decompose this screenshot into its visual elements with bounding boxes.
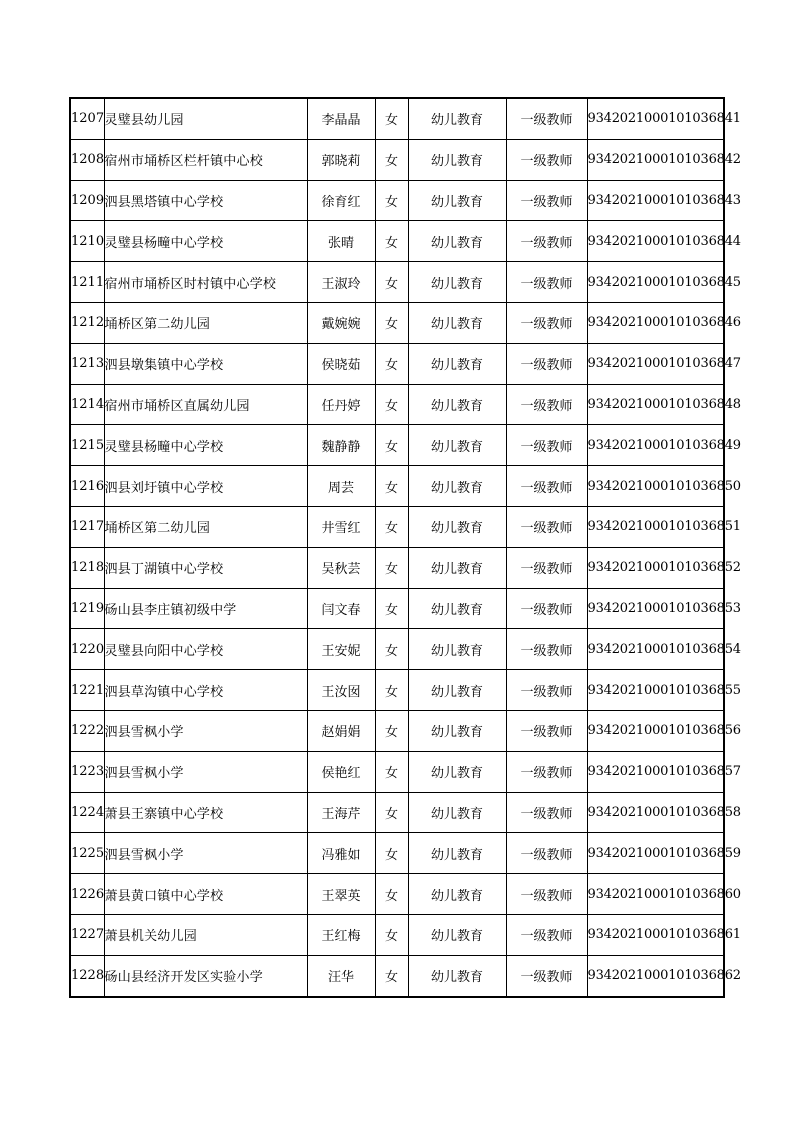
subject-cell: 幼儿教育 bbox=[408, 180, 506, 221]
roster-body bbox=[70, 98, 741, 997]
subject-cell: 幼儿教育 bbox=[408, 262, 506, 303]
certificate-number-cell: 9342021000101036848 bbox=[587, 384, 724, 425]
row-number-cell: 1219 bbox=[70, 588, 104, 629]
row-number-cell: 1227 bbox=[70, 914, 104, 955]
certificate-number-cell: 9342021000101036855 bbox=[587, 670, 724, 711]
certificate-number-cell: 9342021000101036841 bbox=[587, 98, 724, 139]
school-name-cell: 泗县雪枫小学 bbox=[104, 710, 307, 751]
row-number-cell: 1211 bbox=[70, 262, 104, 303]
row-number-cell: 1209 bbox=[70, 180, 104, 221]
table-row bbox=[70, 425, 724, 466]
gender-cell: 女 bbox=[375, 670, 408, 711]
teacher-name-cell: 周芸 bbox=[307, 466, 375, 507]
certificate-number-cell: 9342021000101036861 bbox=[587, 914, 724, 955]
table-row bbox=[70, 506, 724, 547]
teacher-name-cell: 李晶晶 bbox=[307, 98, 375, 139]
subject-cell: 幼儿教育 bbox=[408, 914, 506, 955]
table-row bbox=[70, 710, 724, 751]
table-row bbox=[70, 588, 724, 629]
certificate-number-cell: 9342021000101036857 bbox=[587, 751, 724, 792]
table-row bbox=[70, 262, 724, 303]
teacher-name-cell: 闫文春 bbox=[307, 588, 375, 629]
teacher-name-cell: 张晴 bbox=[307, 221, 375, 262]
table-row bbox=[70, 833, 724, 874]
professional-title-cell: 一级教师 bbox=[506, 98, 587, 139]
gender-cell: 女 bbox=[375, 914, 408, 955]
professional-title-cell: 一级教师 bbox=[506, 710, 587, 751]
gender-cell: 女 bbox=[375, 466, 408, 507]
subject-cell: 幼儿教育 bbox=[408, 547, 506, 588]
teacher-name-cell: 任丹婷 bbox=[307, 384, 375, 425]
row-number-cell: 1218 bbox=[70, 547, 104, 588]
professional-title-cell: 一级教师 bbox=[506, 670, 587, 711]
teacher-name-cell: 徐育红 bbox=[307, 180, 375, 221]
certificate-number-cell: 9342021000101036852 bbox=[587, 547, 724, 588]
professional-title-cell: 一级教师 bbox=[506, 262, 587, 303]
professional-title-cell: 一级教师 bbox=[506, 547, 587, 588]
certificate-number-cell: 9342021000101036846 bbox=[587, 302, 724, 343]
subject-cell: 幼儿教育 bbox=[408, 425, 506, 466]
table-row bbox=[70, 221, 724, 262]
school-name-cell: 萧县王寨镇中心学校 bbox=[104, 792, 307, 833]
teacher-name-cell: 郭晓莉 bbox=[307, 139, 375, 180]
row-number-cell: 1214 bbox=[70, 384, 104, 425]
gender-cell: 女 bbox=[375, 506, 408, 547]
table-row bbox=[70, 180, 724, 221]
school-name-cell: 灵璧县幼儿园 bbox=[104, 98, 307, 139]
row-number-cell: 1213 bbox=[70, 343, 104, 384]
teacher-name-cell: 赵娟娟 bbox=[307, 710, 375, 751]
certificate-number-cell: 9342021000101036849 bbox=[587, 425, 724, 466]
school-name-cell: 灵璧县杨疃中心学校 bbox=[104, 221, 307, 262]
school-name-cell: 砀山县李庄镇初级中学 bbox=[104, 588, 307, 629]
professional-title-cell: 一级教师 bbox=[506, 384, 587, 425]
school-name-cell: 灵璧县杨疃中心学校 bbox=[104, 425, 307, 466]
table-row bbox=[70, 629, 724, 670]
table-row bbox=[70, 955, 724, 996]
teacher-name-cell: 井雪红 bbox=[307, 506, 375, 547]
gender-cell: 女 bbox=[375, 874, 408, 915]
certificate-number-cell: 9342021000101036843 bbox=[587, 180, 724, 221]
subject-cell: 幼儿教育 bbox=[408, 792, 506, 833]
table-row bbox=[70, 874, 724, 915]
subject-cell: 幼儿教育 bbox=[408, 833, 506, 874]
professional-title-cell: 一级教师 bbox=[506, 588, 587, 629]
gender-cell: 女 bbox=[375, 139, 408, 180]
school-name-cell: 宿州市埇桥区时村镇中心学校 bbox=[104, 262, 307, 303]
row-number-cell: 1207 bbox=[70, 98, 104, 139]
certificate-number-cell: 9342021000101036850 bbox=[587, 466, 724, 507]
teacher-name-cell: 王红梅 bbox=[307, 914, 375, 955]
professional-title-cell: 一级教师 bbox=[506, 343, 587, 384]
professional-title-cell: 一级教师 bbox=[506, 221, 587, 262]
teacher-name-cell: 吴秋芸 bbox=[307, 547, 375, 588]
table-row bbox=[70, 914, 724, 955]
gender-cell: 女 bbox=[375, 343, 408, 384]
gender-cell: 女 bbox=[375, 98, 408, 139]
table-row bbox=[70, 98, 724, 139]
certificate-number-cell: 9342021000101036862 bbox=[587, 955, 724, 996]
table-row bbox=[70, 751, 724, 792]
teacher-roster-table bbox=[69, 97, 741, 998]
teacher-name-cell: 冯雅如 bbox=[307, 833, 375, 874]
subject-cell: 幼儿教育 bbox=[408, 343, 506, 384]
school-name-cell: 泗县丁湖镇中心学校 bbox=[104, 547, 307, 588]
teacher-name-cell: 侯艳红 bbox=[307, 751, 375, 792]
row-number-cell: 1226 bbox=[70, 874, 104, 915]
table-row bbox=[70, 670, 724, 711]
row-number-cell: 1212 bbox=[70, 302, 104, 343]
row-number-cell: 1215 bbox=[70, 425, 104, 466]
subject-cell: 幼儿教育 bbox=[408, 751, 506, 792]
teacher-name-cell: 魏静静 bbox=[307, 425, 375, 466]
gender-cell: 女 bbox=[375, 180, 408, 221]
certificate-number-cell: 9342021000101036854 bbox=[587, 629, 724, 670]
certificate-number-cell: 9342021000101036853 bbox=[587, 588, 724, 629]
professional-title-cell: 一级教师 bbox=[506, 751, 587, 792]
certificate-number-cell: 9342021000101036859 bbox=[587, 833, 724, 874]
row-number-cell: 1222 bbox=[70, 710, 104, 751]
table-row bbox=[70, 547, 724, 588]
school-name-cell: 灵璧县向阳中心学校 bbox=[104, 629, 307, 670]
gender-cell: 女 bbox=[375, 302, 408, 343]
school-name-cell: 泗县黑塔镇中心学校 bbox=[104, 180, 307, 221]
teacher-name-cell: 汪华 bbox=[307, 955, 375, 996]
professional-title-cell: 一级教师 bbox=[506, 874, 587, 915]
certificate-number-cell: 9342021000101036851 bbox=[587, 506, 724, 547]
subject-cell: 幼儿教育 bbox=[408, 139, 506, 180]
subject-cell: 幼儿教育 bbox=[408, 874, 506, 915]
subject-cell: 幼儿教育 bbox=[408, 670, 506, 711]
gender-cell: 女 bbox=[375, 547, 408, 588]
table-row bbox=[70, 139, 724, 180]
teacher-name-cell: 王安妮 bbox=[307, 629, 375, 670]
certificate-number-cell: 9342021000101036847 bbox=[587, 343, 724, 384]
professional-title-cell: 一级教师 bbox=[506, 914, 587, 955]
subject-cell: 幼儿教育 bbox=[408, 221, 506, 262]
gender-cell: 女 bbox=[375, 792, 408, 833]
professional-title-cell: 一级教师 bbox=[506, 139, 587, 180]
gender-cell: 女 bbox=[375, 588, 408, 629]
school-name-cell: 泗县刘圩镇中心学校 bbox=[104, 466, 307, 507]
subject-cell: 幼儿教育 bbox=[408, 506, 506, 547]
school-name-cell: 宿州市埇桥区栏杆镇中心校 bbox=[104, 139, 307, 180]
subject-cell: 幼儿教育 bbox=[408, 629, 506, 670]
subject-cell: 幼儿教育 bbox=[408, 302, 506, 343]
certificate-number-cell: 9342021000101036844 bbox=[587, 221, 724, 262]
row-number-cell: 1208 bbox=[70, 139, 104, 180]
school-name-cell: 萧县机关幼儿园 bbox=[104, 914, 307, 955]
row-number-cell: 1210 bbox=[70, 221, 104, 262]
subject-cell: 幼儿教育 bbox=[408, 98, 506, 139]
teacher-name-cell: 侯晓茹 bbox=[307, 343, 375, 384]
gender-cell: 女 bbox=[375, 710, 408, 751]
gender-cell: 女 bbox=[375, 629, 408, 670]
school-name-cell: 泗县草沟镇中心学校 bbox=[104, 670, 307, 711]
gender-cell: 女 bbox=[375, 221, 408, 262]
professional-title-cell: 一级教师 bbox=[506, 425, 587, 466]
professional-title-cell: 一级教师 bbox=[506, 506, 587, 547]
professional-title-cell: 一级教师 bbox=[506, 180, 587, 221]
certificate-number-cell: 9342021000101036856 bbox=[587, 710, 724, 751]
school-name-cell: 泗县墩集镇中心学校 bbox=[104, 343, 307, 384]
subject-cell: 幼儿教育 bbox=[408, 588, 506, 629]
professional-title-cell: 一级教师 bbox=[506, 629, 587, 670]
teacher-name-cell: 戴婉婉 bbox=[307, 302, 375, 343]
professional-title-cell: 一级教师 bbox=[506, 792, 587, 833]
table-row bbox=[70, 466, 724, 507]
row-number-cell: 1223 bbox=[70, 751, 104, 792]
certificate-number-cell: 9342021000101036842 bbox=[587, 139, 724, 180]
table-row bbox=[70, 343, 724, 384]
subject-cell: 幼儿教育 bbox=[408, 955, 506, 996]
school-name-cell: 泗县雪枫小学 bbox=[104, 833, 307, 874]
gender-cell: 女 bbox=[375, 955, 408, 996]
subject-cell: 幼儿教育 bbox=[408, 710, 506, 751]
school-name-cell: 砀山县经济开发区实验小学 bbox=[104, 955, 307, 996]
row-number-cell: 1224 bbox=[70, 792, 104, 833]
certificate-number-cell: 9342021000101036845 bbox=[587, 262, 724, 303]
teacher-name-cell: 王淑玲 bbox=[307, 262, 375, 303]
school-name-cell: 埇桥区第二幼儿园 bbox=[104, 302, 307, 343]
table-row bbox=[70, 792, 724, 833]
gender-cell: 女 bbox=[375, 425, 408, 466]
teacher-name-cell: 王海芹 bbox=[307, 792, 375, 833]
row-number-cell: 1221 bbox=[70, 670, 104, 711]
school-name-cell: 宿州市埇桥区直属幼儿园 bbox=[104, 384, 307, 425]
teacher-name-cell: 王翠英 bbox=[307, 874, 375, 915]
subject-cell: 幼儿教育 bbox=[408, 466, 506, 507]
teacher-name-cell: 王汝囡 bbox=[307, 670, 375, 711]
certificate-number-cell: 9342021000101036860 bbox=[587, 874, 724, 915]
professional-title-cell: 一级教师 bbox=[506, 833, 587, 874]
professional-title-cell: 一级教师 bbox=[506, 955, 587, 996]
table-row bbox=[70, 384, 724, 425]
gender-cell: 女 bbox=[375, 262, 408, 303]
table-row bbox=[70, 302, 724, 343]
row-number-cell: 1220 bbox=[70, 629, 104, 670]
subject-cell: 幼儿教育 bbox=[408, 384, 506, 425]
gender-cell: 女 bbox=[375, 384, 408, 425]
professional-title-cell: 一级教师 bbox=[506, 466, 587, 507]
row-number-cell: 1216 bbox=[70, 466, 104, 507]
gender-cell: 女 bbox=[375, 751, 408, 792]
row-number-cell: 1225 bbox=[70, 833, 104, 874]
row-number-cell: 1217 bbox=[70, 506, 104, 547]
professional-title-cell: 一级教师 bbox=[506, 302, 587, 343]
certificate-number-cell: 9342021000101036858 bbox=[587, 792, 724, 833]
row-number-cell: 1228 bbox=[70, 955, 104, 996]
school-name-cell: 埇桥区第二幼儿园 bbox=[104, 506, 307, 547]
school-name-cell: 泗县雪枫小学 bbox=[104, 751, 307, 792]
school-name-cell: 萧县黄口镇中心学校 bbox=[104, 874, 307, 915]
gender-cell: 女 bbox=[375, 833, 408, 874]
